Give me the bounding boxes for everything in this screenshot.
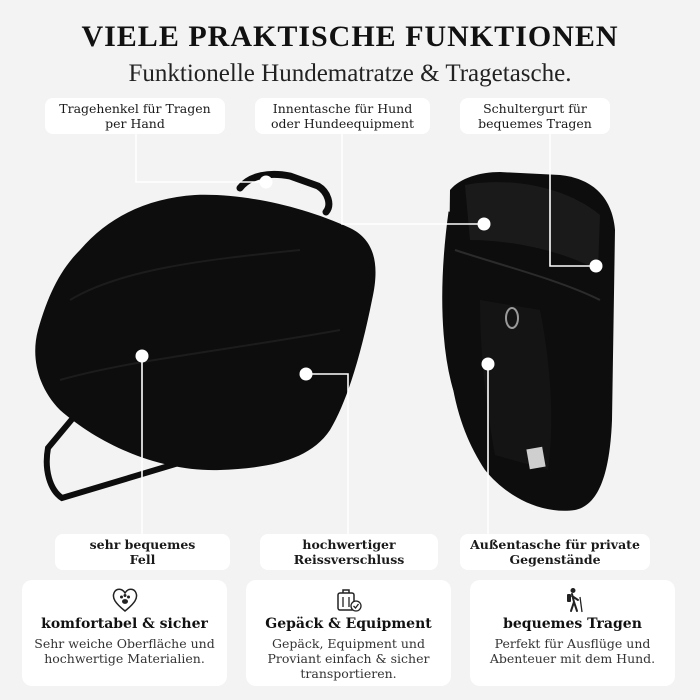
- feature-card-luggage: [246, 580, 451, 686]
- callout-outer-pocket: Außentasche für private Gegenstände: [460, 534, 650, 570]
- callout-zipper: hochwertiger Reissverschluss: [260, 534, 438, 570]
- hiker-icon: [470, 586, 675, 614]
- page-subtitle: Funktionelle Hundematratze & Tragetasche.: [128, 60, 572, 87]
- card-title: Gepäck & Equipment: [265, 616, 432, 632]
- callout-handle: Tragehenkel für Tragen per Hand: [45, 98, 225, 134]
- card-title: bequemes Tragen: [503, 616, 642, 632]
- heart-paw-icon: [22, 586, 227, 614]
- callout-leader-lines: [136, 134, 596, 540]
- card-text: Perfekt für Ausflüge und Abenteuer mit dem Hund.: [489, 636, 656, 666]
- feature-card-comfort: [22, 580, 227, 686]
- callout-inner-pocket: Innentasche für Hund oder Hundeequipment: [255, 98, 430, 134]
- callout-markers: [136, 176, 603, 381]
- card-title: komfortabel & sicher: [41, 616, 208, 632]
- page-title: VIELE PRAKTISCHE FUNKTIONEN: [81, 20, 619, 53]
- callout-shoulder-strap: Schultergurt für bequemes Tragen: [460, 98, 610, 134]
- mattress-bag-image: [35, 174, 375, 498]
- luggage-check-icon: [246, 586, 451, 614]
- carry-bag-image: [446, 172, 615, 511]
- card-text: Sehr weiche Oberfläche und hochwertige Materialien.: [34, 636, 215, 666]
- callout-fur: sehr bequemes Fell: [55, 534, 230, 570]
- card-text: Gepäck, Equipment und Proviant einfach & sicher transportieren.: [267, 636, 430, 681]
- feature-card-carrying: [470, 580, 675, 686]
